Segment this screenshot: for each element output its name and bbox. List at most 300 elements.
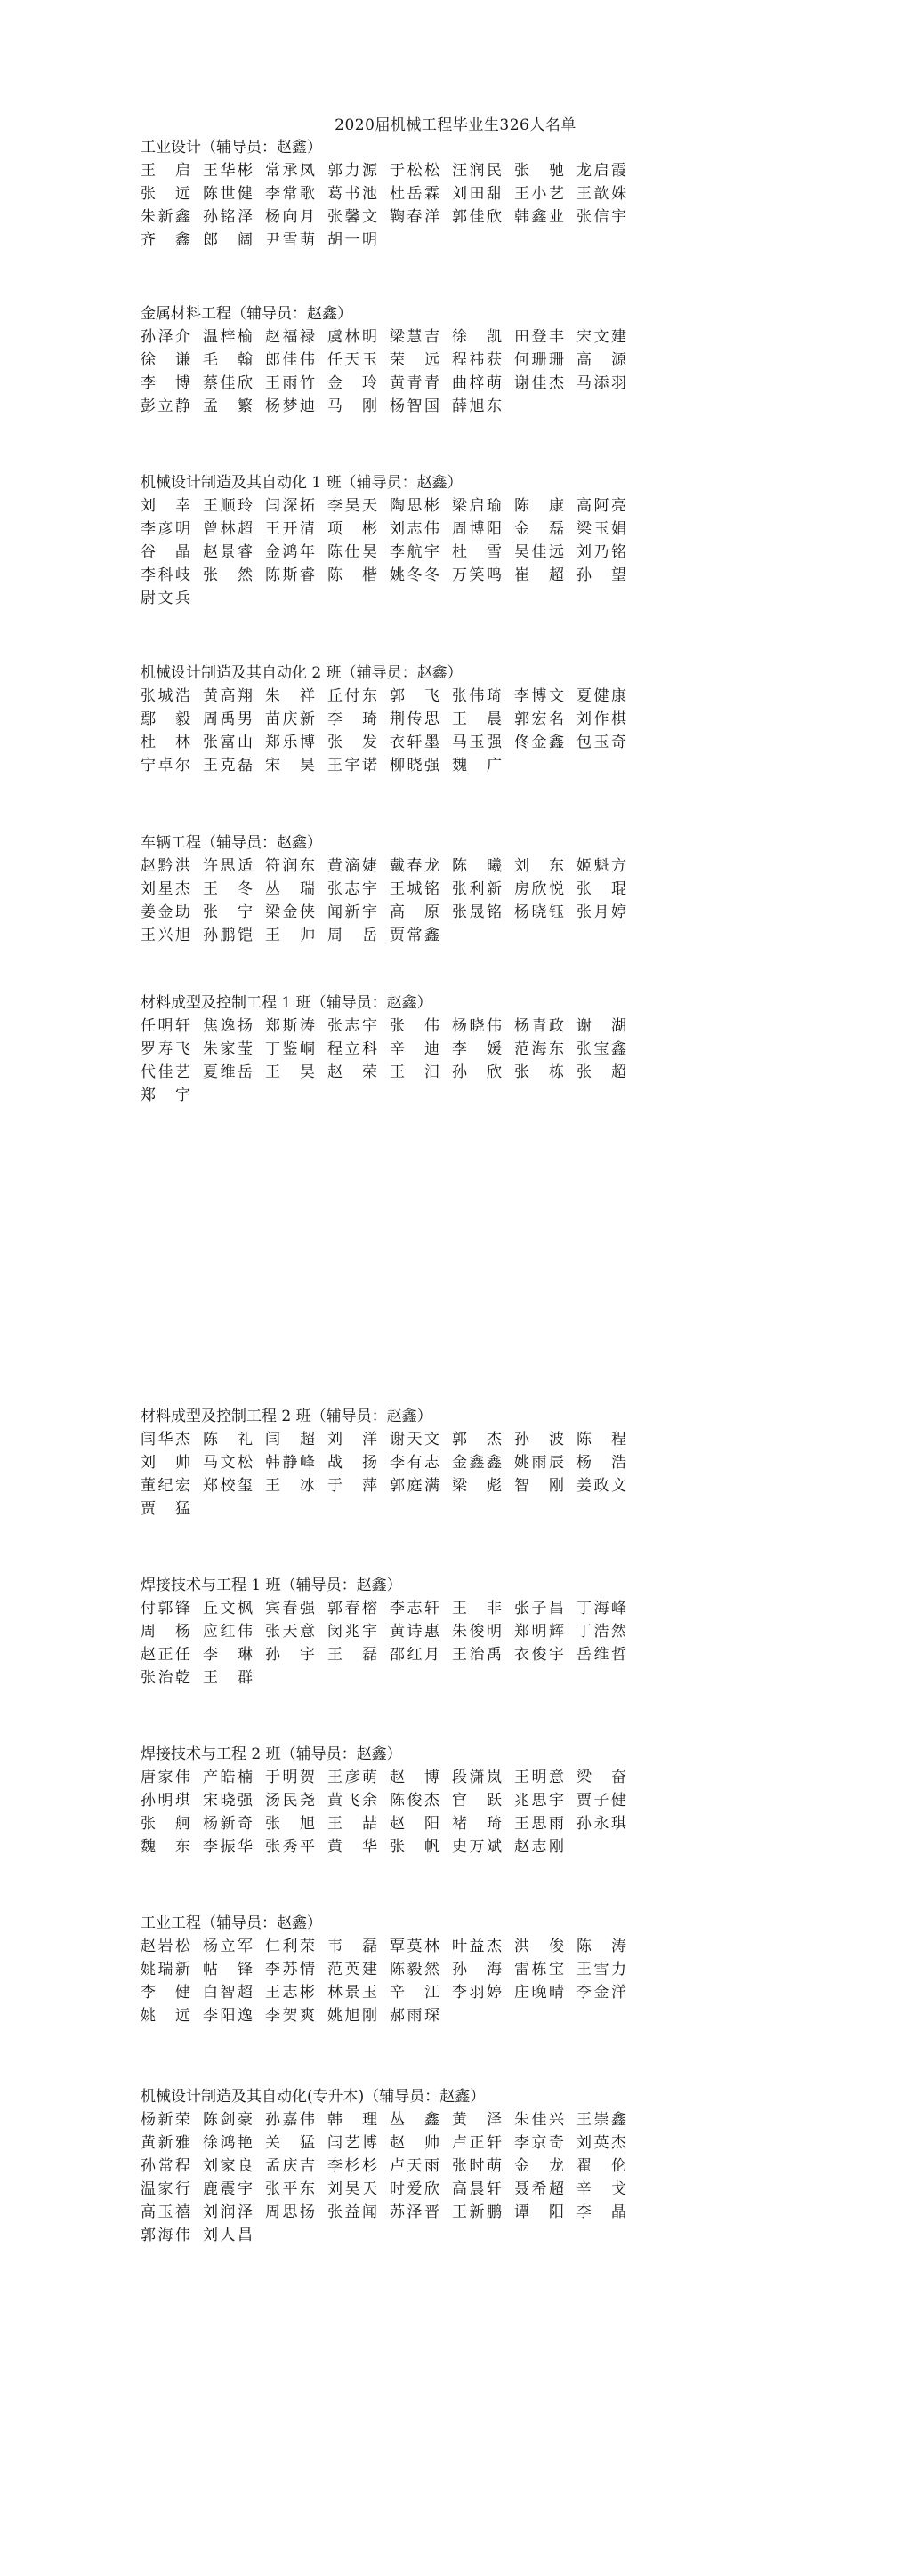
- student-name: 徐鸿艳: [203, 2134, 253, 2152]
- student-name: 王治禹: [452, 1646, 502, 1664]
- student-name: 郭春榕: [327, 1600, 377, 1617]
- student-name: 李博文: [514, 687, 564, 705]
- student-name: 孙鹏铠: [203, 927, 253, 944]
- student-name: 刘星杰: [141, 880, 190, 898]
- student-name: 程祎获: [452, 351, 502, 369]
- student-name: 邵红月: [390, 1646, 439, 1664]
- student-name: 段潇岚: [452, 1769, 502, 1786]
- student-name: 帖锋: [203, 1961, 253, 1978]
- student-name: 关猛: [265, 2134, 315, 2152]
- student-name: 王克磊: [203, 757, 253, 774]
- student-name: 谭阳: [514, 2203, 564, 2221]
- student-name: 马玉强: [452, 734, 502, 751]
- name-list: [141, 1428, 639, 1521]
- student-name: 张然: [203, 566, 253, 584]
- section-heading: 工业设计（辅导员：赵鑫）: [141, 139, 322, 156]
- student-name: 张城浩: [141, 687, 190, 705]
- student-name: 孙明琪: [141, 1792, 190, 1810]
- student-name: 常承凤: [265, 162, 315, 180]
- student-name: 汪润民: [452, 162, 502, 180]
- student-name: 陈礼: [203, 1431, 253, 1448]
- student-name: 刘洋: [327, 1431, 377, 1448]
- student-name: 汤民尧: [265, 1792, 315, 1810]
- student-name: 任天玉: [327, 351, 377, 369]
- section-heading: 材料成型及控制工程 1 班（辅导员：赵鑫）: [141, 994, 432, 1012]
- student-name: 李健: [141, 1984, 190, 2002]
- student-name: 孙泽介: [141, 328, 190, 346]
- student-name: 郭杰: [452, 1431, 502, 1448]
- student-name: 贾猛: [141, 1500, 190, 1518]
- student-name: 杨梦迪: [265, 397, 315, 415]
- student-name: 贾常鑫: [390, 927, 439, 944]
- roster-section: [141, 136, 639, 252]
- student-name: 张晟铭: [452, 903, 502, 921]
- student-name: 郑明辉: [514, 1623, 564, 1641]
- student-name: 梁奋: [576, 1769, 626, 1786]
- student-name: 赵荣: [327, 1063, 377, 1081]
- student-name: 鹿震宇: [203, 2180, 253, 2198]
- document-title: 2020届机械工程毕业生326人名单: [335, 116, 576, 134]
- student-name: 聂希超: [514, 2180, 564, 2198]
- student-name: 官跃: [452, 1792, 502, 1810]
- section-heading: 机械设计制造及其自动化(专升本)（辅导员：赵鑫）: [141, 2088, 486, 2106]
- student-name: 郭宏名: [514, 710, 564, 728]
- student-name: 张益闻: [327, 2203, 377, 2221]
- student-name: 智刚: [514, 1477, 564, 1495]
- student-name: 佟金鑫: [514, 734, 564, 751]
- student-name: 宾春强: [265, 1600, 315, 1617]
- student-name: 李科岐: [141, 566, 190, 584]
- student-name: 李志轩: [390, 1600, 439, 1617]
- student-name: 龙启霞: [576, 162, 626, 180]
- student-name: 丛瑞: [265, 880, 315, 898]
- student-name: 李杉杉: [327, 2157, 377, 2175]
- student-name: 张伟琦: [452, 687, 502, 705]
- student-name: 刘志伟: [390, 520, 439, 538]
- student-name: 王明意: [514, 1769, 564, 1786]
- student-name: 王喆: [327, 1815, 377, 1833]
- student-name: 张志宇: [327, 1017, 377, 1035]
- student-name: 郭佳欣: [452, 208, 502, 226]
- student-name: 姚雨辰: [514, 1454, 564, 1472]
- student-name: 李贺爽: [265, 2007, 315, 2025]
- student-name: 张月婷: [576, 903, 626, 921]
- student-name: 杜雪: [452, 543, 502, 561]
- student-name: 辛戈: [576, 2180, 626, 2198]
- student-name: 徐谦: [141, 351, 190, 369]
- student-name: 姬魁方: [576, 857, 626, 875]
- student-name: 王雨竹: [265, 374, 315, 392]
- name-list: [141, 494, 639, 610]
- student-name: 李媛: [452, 1040, 502, 1058]
- student-name: 郑乐博: [265, 734, 315, 751]
- roster-section: [141, 1912, 639, 2027]
- student-name: 刘家良: [203, 2157, 253, 2175]
- student-name: 黄华: [327, 1838, 377, 1856]
- student-name: 夏维岳: [203, 1063, 253, 1081]
- student-name: 李金洋: [576, 1984, 626, 2002]
- student-name: 姜金助: [141, 903, 190, 921]
- student-name: 尹雪萌: [265, 231, 315, 249]
- student-name: 王思雨: [514, 1815, 564, 1833]
- student-name: 齐鑫: [141, 231, 190, 249]
- roster-section: [141, 1574, 639, 1689]
- student-name: 魏广: [452, 757, 502, 774]
- student-name: 岳维哲: [576, 1646, 626, 1664]
- student-name: 王雪力: [576, 1961, 626, 1978]
- student-name: 徐凯: [452, 328, 502, 346]
- student-name: 张平东: [265, 2180, 315, 2198]
- student-name: 闫深拓: [265, 497, 315, 515]
- student-name: 丘付东: [327, 687, 377, 705]
- roster-section: [141, 471, 639, 610]
- student-name: 孙嘉伟: [265, 2111, 315, 2129]
- student-name: 罗寿飞: [141, 1040, 190, 1058]
- student-name: 周博阳: [452, 520, 502, 538]
- student-name: 姚旭刚: [327, 2007, 377, 2025]
- student-name: 李羽婷: [452, 1984, 502, 2002]
- student-name: 于明贺: [265, 1769, 315, 1786]
- student-name: 荣远: [390, 351, 439, 369]
- student-name: 郭力源: [327, 162, 377, 180]
- student-name: 何珊珊: [514, 351, 564, 369]
- student-name: 任明轩: [141, 1017, 190, 1035]
- student-name: 丁浩然: [576, 1623, 626, 1641]
- student-name: 王冬: [203, 880, 253, 898]
- student-name: 李彦明: [141, 520, 190, 538]
- student-name: 姚冬冬: [390, 566, 439, 584]
- student-name: 张舸: [141, 1815, 190, 1833]
- student-name: 张宝鑫: [576, 1040, 626, 1058]
- section-heading: 工业工程（辅导员：赵鑫）: [141, 1914, 322, 1932]
- student-name: 张富山: [203, 734, 253, 751]
- student-name: 包玉奇: [576, 734, 626, 751]
- student-name: 谢湖: [576, 1017, 626, 1035]
- student-name: 张信宇: [576, 208, 626, 226]
- student-name: 翟伦: [576, 2157, 626, 2175]
- student-name: 闵兆宇: [327, 1623, 377, 1641]
- student-name: 刘人昌: [203, 2227, 253, 2244]
- student-name: 黄诗惠: [390, 1623, 439, 1641]
- student-name: 张秀平: [265, 1838, 315, 1856]
- student-name: 房欣悦: [514, 880, 564, 898]
- student-name: 刘昊天: [327, 2180, 377, 2198]
- student-name: 魏东: [141, 1838, 190, 1856]
- student-name: 赵景睿: [203, 543, 253, 561]
- student-name: 雷栋宝: [514, 1961, 564, 1978]
- roster-section: [141, 2085, 639, 2247]
- student-name: 戴春龙: [390, 857, 439, 875]
- student-name: 王磊: [327, 1646, 377, 1664]
- student-name: 王顺玲: [203, 497, 253, 515]
- student-name: 范英建: [327, 1961, 377, 1978]
- student-name: 王群: [203, 1669, 253, 1687]
- section-heading: 机械设计制造及其自动化 2 班（辅导员：赵鑫）: [141, 664, 463, 682]
- student-name: 孟庆吉: [265, 2157, 315, 2175]
- student-name: 谢天文: [390, 1431, 439, 1448]
- name-list: [141, 1597, 639, 1689]
- student-name: 郭飞: [390, 687, 439, 705]
- student-name: 程立科: [327, 1040, 377, 1058]
- student-name: 李苏情: [265, 1961, 315, 1978]
- student-name: 吴佳远: [514, 543, 564, 561]
- student-name: 李京奇: [514, 2134, 564, 2152]
- student-name: 王新鹏: [452, 2203, 502, 2221]
- student-name: 虞林明: [327, 328, 377, 346]
- roster-section: [141, 302, 639, 418]
- student-name: 赵博: [390, 1769, 439, 1786]
- student-name: 杨新奇: [203, 1815, 253, 1833]
- student-name: 金鑫鑫: [452, 1454, 502, 1472]
- student-name: 卢天雨: [390, 2157, 439, 2175]
- student-name: 贾子健: [576, 1792, 626, 1810]
- student-name: 孙波: [514, 1431, 564, 1448]
- student-name: 赵正任: [141, 1646, 190, 1664]
- student-name: 张伟: [390, 1017, 439, 1035]
- student-name: 褚琦: [452, 1815, 502, 1833]
- student-name: 杜岳霖: [390, 185, 439, 203]
- student-name: 张宁: [203, 903, 253, 921]
- student-name: 高原: [390, 903, 439, 921]
- student-name: 卢正轩: [452, 2134, 502, 2152]
- student-name: 王兴旭: [141, 927, 190, 944]
- student-name: 姚远: [141, 2007, 190, 2025]
- student-name: 韩鑫业: [514, 208, 564, 226]
- student-name: 金鸿年: [265, 543, 315, 561]
- student-name: 赵帅: [390, 2134, 439, 2152]
- student-name: 陈剑豪: [203, 2111, 253, 2129]
- student-name: 张天意: [265, 1623, 315, 1641]
- student-name: 陈斯睿: [265, 566, 315, 584]
- student-name: 项彬: [327, 520, 377, 538]
- student-name: 焦逸扬: [203, 1017, 253, 1035]
- student-name: 黄新雅: [141, 2134, 190, 2152]
- student-name: 陶思彬: [390, 497, 439, 515]
- student-name: 刘英杰: [576, 2134, 626, 2152]
- student-name: 唐家伟: [141, 1769, 190, 1786]
- student-name: 刘东: [514, 857, 564, 875]
- name-list: [141, 855, 639, 947]
- student-name: 朱新鑫: [141, 208, 190, 226]
- student-name: 黄高翔: [203, 687, 253, 705]
- student-name: 王歆姝: [576, 185, 626, 203]
- student-name: 崔超: [514, 566, 564, 584]
- student-name: 叶益杰: [452, 1938, 502, 1955]
- student-name: 郑校玺: [203, 1477, 253, 1495]
- student-name: 尉文兵: [141, 590, 190, 607]
- student-name: 于松松: [390, 162, 439, 180]
- student-name: 宋文建: [576, 328, 626, 346]
- student-name: 王开清: [265, 520, 315, 538]
- section-heading: 机械设计制造及其自动化 1 班（辅导员：赵鑫）: [141, 474, 463, 492]
- section-heading: 焊接技术与工程 2 班（辅导员：赵鑫）: [141, 1745, 402, 1763]
- student-name: 赵福禄: [265, 328, 315, 346]
- student-name: 韩理: [327, 2111, 377, 2129]
- student-name: 王华彬: [203, 162, 253, 180]
- student-name: 王宇诺: [327, 757, 377, 774]
- student-name: 张远: [141, 185, 190, 203]
- student-name: 孙常程: [141, 2157, 190, 2175]
- student-name: 杨晓伟: [452, 1017, 502, 1035]
- student-name: 兆思宇: [514, 1792, 564, 1810]
- student-name: 金玲: [327, 374, 377, 392]
- student-name: 陈康: [514, 497, 564, 515]
- student-name: 彭立静: [141, 397, 190, 415]
- student-name: 孟繁: [203, 397, 253, 415]
- student-name: 鞠春洋: [390, 208, 439, 226]
- student-name: 梁玉娟: [576, 520, 626, 538]
- student-name: 孙永琪: [576, 1815, 626, 1833]
- name-list: [141, 159, 639, 252]
- student-name: 战扬: [327, 1454, 377, 1472]
- student-name: 于萍: [327, 1477, 377, 1495]
- student-name: 王汨: [390, 1063, 439, 1081]
- student-name: 张栋: [514, 1063, 564, 1081]
- student-name: 朱家莹: [203, 1040, 253, 1058]
- student-name: 赵阳: [390, 1815, 439, 1833]
- student-name: 张馨文: [327, 208, 377, 226]
- student-name: 郝雨琛: [390, 2007, 439, 2025]
- student-name: 柳晓强: [390, 757, 439, 774]
- student-name: 孙望: [576, 566, 626, 584]
- student-name: 温梓榆: [203, 328, 253, 346]
- student-name: 丁海峰: [576, 1600, 626, 1617]
- student-name: 孙铭泽: [203, 208, 253, 226]
- student-name: 周杨: [141, 1623, 190, 1641]
- student-name: 薛旭东: [452, 397, 502, 415]
- student-name: 郭庭满: [390, 1477, 439, 1495]
- student-name: 刘幸: [141, 497, 190, 515]
- student-name: 李琳: [203, 1646, 253, 1664]
- student-name: 温家行: [141, 2180, 190, 2198]
- section-heading: 车辆工程（辅导员：赵鑫）: [141, 834, 322, 852]
- student-name: 闫华杰: [141, 1431, 190, 1448]
- student-name: 刘作棋: [576, 710, 626, 728]
- student-name: 杨青政: [514, 1017, 564, 1035]
- student-name: 产皓楠: [203, 1769, 253, 1786]
- student-name: 张驰: [514, 162, 564, 180]
- student-name: 王彦萌: [327, 1769, 377, 1786]
- student-name: 郑宇: [141, 1087, 190, 1104]
- student-name: 苗庆新: [265, 710, 315, 728]
- student-name: 张志宇: [327, 880, 377, 898]
- student-name: 高阿亮: [576, 497, 626, 515]
- student-name: 梁启瑜: [452, 497, 502, 515]
- student-name: 孙宇: [265, 1646, 315, 1664]
- student-name: 覃莫林: [390, 1938, 439, 1955]
- student-name: 李振华: [203, 1838, 253, 1856]
- student-name: 董纪宏: [141, 1477, 190, 1495]
- student-name: 苏泽晋: [390, 2203, 439, 2221]
- student-name: 孙欣: [452, 1063, 502, 1081]
- student-name: 梁彪: [452, 1477, 502, 1495]
- section-heading: 焊接技术与工程 1 班（辅导员：赵鑫）: [141, 1577, 402, 1594]
- student-name: 宋晓强: [203, 1792, 253, 1810]
- student-name: 马文松: [203, 1454, 253, 1472]
- student-name: 张时萌: [452, 2157, 502, 2175]
- student-name: 李阳逸: [203, 2007, 253, 2025]
- student-name: 洪俊: [514, 1938, 564, 1955]
- section-heading: 材料成型及控制工程 2 班（辅导员：赵鑫）: [141, 1408, 432, 1425]
- student-name: 刘田甜: [452, 185, 502, 203]
- student-name: 夏健康: [576, 687, 626, 705]
- student-name: 丘文枫: [203, 1600, 253, 1617]
- student-name: 梁金侠: [265, 903, 315, 921]
- student-name: 王昊: [265, 1063, 315, 1081]
- student-name: 葛书池: [327, 185, 377, 203]
- name-list: [141, 1935, 639, 2027]
- student-name: 符润东: [265, 857, 315, 875]
- student-name: 陈楷: [327, 566, 377, 584]
- student-name: 蔡佳欣: [203, 374, 253, 392]
- student-name: 黄青青: [390, 374, 439, 392]
- student-name: 金龙: [514, 2157, 564, 2175]
- student-name: 陈俊杰: [390, 1792, 439, 1810]
- student-name: 黄泽: [452, 2111, 502, 2129]
- student-name: 朱俊明: [452, 1623, 502, 1641]
- student-name: 闫艺博: [327, 2134, 377, 2152]
- student-name: 王非: [452, 1600, 502, 1617]
- student-name: 刘乃铭: [576, 543, 626, 561]
- roster-section: [141, 991, 639, 1107]
- student-name: 鄢毅: [141, 710, 190, 728]
- student-name: 万笑鸣: [452, 566, 502, 584]
- student-name: 杨智国: [390, 397, 439, 415]
- student-name: 陈程: [576, 1431, 626, 1448]
- student-name: 陈毅然: [390, 1961, 439, 1978]
- name-list: [141, 1766, 639, 1858]
- roster-section: [141, 831, 639, 947]
- name-list: [141, 325, 639, 418]
- student-name: 郑斯涛: [265, 1017, 315, 1035]
- student-name: 杜林: [141, 734, 190, 751]
- student-name: 李常歌: [265, 185, 315, 203]
- student-name: 谷晶: [141, 543, 190, 561]
- student-name: 黄飞余: [327, 1792, 377, 1810]
- student-name: 衣俊宇: [514, 1646, 564, 1664]
- student-name: 张超: [576, 1063, 626, 1081]
- name-list: [141, 685, 639, 777]
- student-name: 林景玉: [327, 1984, 377, 2002]
- student-name: 周思扬: [265, 2203, 315, 2221]
- student-name: 张帆: [390, 1838, 439, 1856]
- student-name: 郭海伟: [141, 2227, 190, 2244]
- student-name: 王启: [141, 162, 190, 180]
- student-name: 张琨: [576, 880, 626, 898]
- student-name: 衣轩墨: [390, 734, 439, 751]
- student-name: 王冰: [265, 1477, 315, 1495]
- student-name: 王城铭: [390, 880, 439, 898]
- student-name: 曲梓萌: [452, 374, 502, 392]
- student-name: 付郭锋: [141, 1600, 190, 1617]
- name-list: [141, 1015, 639, 1107]
- student-name: 史万斌: [452, 1838, 502, 1856]
- student-name: 辛江: [390, 1984, 439, 2002]
- student-name: 谢佳杰: [514, 374, 564, 392]
- student-name: 韦磊: [327, 1938, 377, 1955]
- student-name: 郎阔: [203, 231, 253, 249]
- student-name: 赵志刚: [514, 1838, 564, 1856]
- student-name: 曾林超: [203, 520, 253, 538]
- student-name: 荆传思: [390, 710, 439, 728]
- student-name: 李琦: [327, 710, 377, 728]
- student-name: 闫超: [265, 1431, 315, 1448]
- student-name: 许思适: [203, 857, 253, 875]
- student-name: 杨晓钰: [514, 903, 564, 921]
- student-name: 马刚: [327, 397, 377, 415]
- student-name: 郎佳伟: [265, 351, 315, 369]
- student-name: 范海东: [514, 1040, 564, 1058]
